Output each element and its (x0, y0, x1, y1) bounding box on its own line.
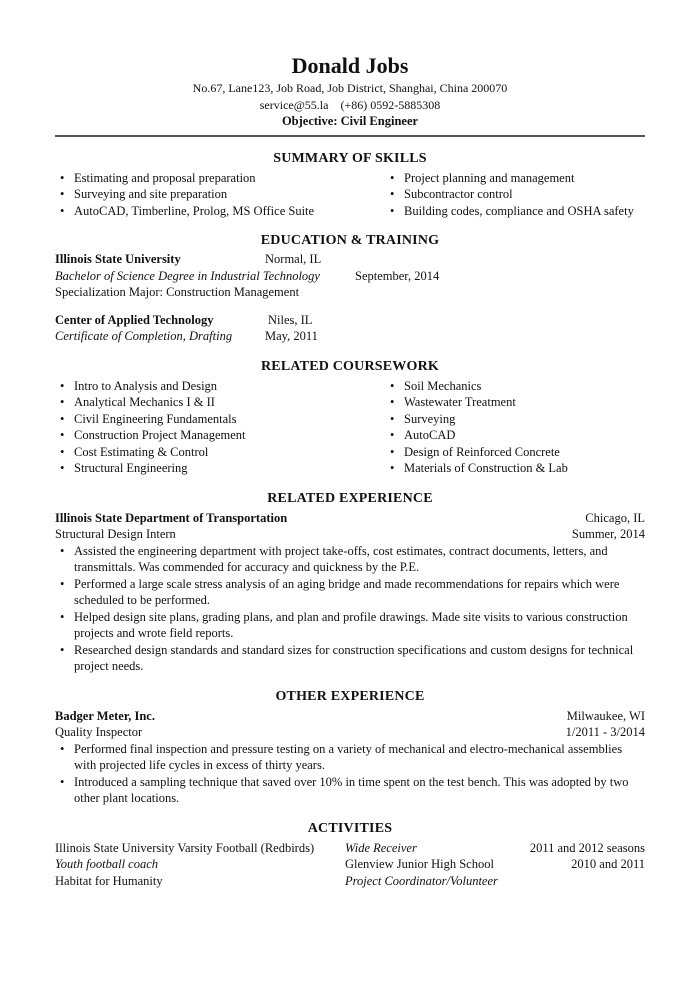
activities-title: ACTIVITIES (307, 820, 393, 836)
degree-date: September, 2014 (355, 268, 440, 283)
list-item: • Assisted the engineering department with project take-offs, cost estimates, contract documents, letters, and transmittals. Was commended for accuracy and quickness by the P.E. (55, 543, 645, 576)
school-location: Niles, IL (268, 312, 313, 327)
list-item: • AutoCAD (385, 427, 645, 444)
degree: Bachelor of Science Degree in Industrial Technology (55, 268, 320, 283)
list-item: • Performed a large scale stress analysis of an aging bridge and made recommendations for repairs which were scheduled to be performed. (55, 576, 645, 609)
list-item: • Surveying and site preparation (55, 186, 385, 203)
education-entry (55, 312, 645, 345)
header-divider (55, 135, 645, 137)
resume-page (55, 52, 645, 889)
school-name: Center of Applied Technology (55, 312, 214, 327)
job-date: 1/2011 - 3/2014 (565, 725, 645, 739)
job-title: Structural Design Intern (55, 527, 176, 541)
activity-name: Youth football coach (55, 857, 159, 871)
related-experience-bullets (55, 543, 645, 675)
employer-location: Milwaukee, WI (566, 708, 645, 723)
coursework-list (55, 376, 645, 477)
job-title: Quality Inspector (55, 725, 143, 739)
degree: Certificate of Completion, Drafting (55, 329, 233, 343)
list-item: • Estimating and proposal preparation (55, 170, 385, 187)
school-location: Normal, IL (265, 252, 322, 266)
list-item: • Cost Estimating & Control (55, 444, 385, 461)
list-item: • Construction Project Management (55, 427, 385, 444)
activity-date: 2010 and 2011 (571, 857, 645, 871)
objective: Objective: Civil Engineer (281, 114, 419, 128)
activity-date: 2011 and 2012 seasons (529, 840, 645, 855)
education-entry (55, 251, 645, 301)
table-row (55, 873, 645, 890)
list-item: • Wastewater Treatment (385, 394, 645, 411)
job-date: Summer, 2014 (571, 527, 645, 541)
contact-info: service@55.la (+86) 0592-5885308 (259, 97, 441, 112)
skills-title: SUMMARY OF SKILLS (273, 150, 427, 166)
list-item: • Soil Mechanics (385, 378, 645, 395)
other-experience-title: OTHER EXPERIENCE (275, 688, 425, 704)
list-item: • Surveying (385, 411, 645, 428)
list-item: • Performed final inspection and pressure testing on a variety of mechanical and electro-mechanical assemblies with projected life cycles in excess of thirty years. (55, 741, 645, 774)
specialization: Specialization Major: Construction Management (55, 285, 300, 299)
list-item: • Introduced a sampling technique that saved over 10% in time spent on the test bench. This was adopted by two other plant locations. (55, 774, 645, 807)
table-row (55, 856, 645, 873)
skills-list (55, 168, 645, 220)
list-item: • Design of Reinforced Concrete (385, 444, 645, 461)
address: No.67, Lane123, Job Road, Job District, Shanghai, China 200070 (192, 81, 508, 95)
list-item: • Materials of Construction & Lab (385, 460, 645, 477)
employer-name: Illinois State Department of Transportation (55, 510, 288, 525)
list-item: • Helped design site plans, grading plans, and plan and profile drawings. Made site visits to various construction projects and wrote field reports. (55, 609, 645, 642)
employer-location: Chicago, IL (585, 510, 645, 525)
education-title: EDUCATION & TRAINING (260, 233, 440, 248)
activity-name: Illinois State University Varsity Football (Redbirds) (55, 840, 315, 855)
list-item: • Researched design standards and standard sizes for construction specifications and custom designs for technical project needs. (55, 642, 645, 675)
other-experience-bullets (55, 741, 645, 807)
employer-name: Badger Meter, Inc. (55, 708, 155, 723)
degree-date: May, 2011 (265, 329, 318, 343)
table-row (55, 840, 645, 857)
coursework-title: RELATED COURSEWORK (261, 358, 439, 374)
activity-role: Wide Receiver (345, 840, 417, 855)
list-item: • Intro to Analysis and Design (55, 378, 385, 395)
resume-name: Donald Jobs (291, 53, 409, 78)
activity-role: Project Coordinator/Volunteer (345, 873, 498, 888)
related-experience-title: RELATED EXPERIENCE (267, 490, 433, 506)
list-item: • Analytical Mechanics I & II (55, 394, 385, 411)
activity-role: Glenview Junior High School (345, 857, 494, 871)
list-item: • Project planning and management (385, 170, 645, 187)
activity-name: Habitat for Humanity (55, 873, 163, 888)
list-item: • Building codes, compliance and OSHA safety (385, 203, 645, 220)
list-item: • AutoCAD, Timberline, Prolog, MS Office Suite (55, 203, 385, 220)
list-item: • Structural Engineering (55, 460, 385, 477)
school-name: Illinois State University (55, 252, 181, 266)
activities-list (55, 840, 645, 890)
list-item: • Civil Engineering Fundamentals (55, 411, 385, 428)
list-item: • Subcontractor control (385, 186, 645, 203)
